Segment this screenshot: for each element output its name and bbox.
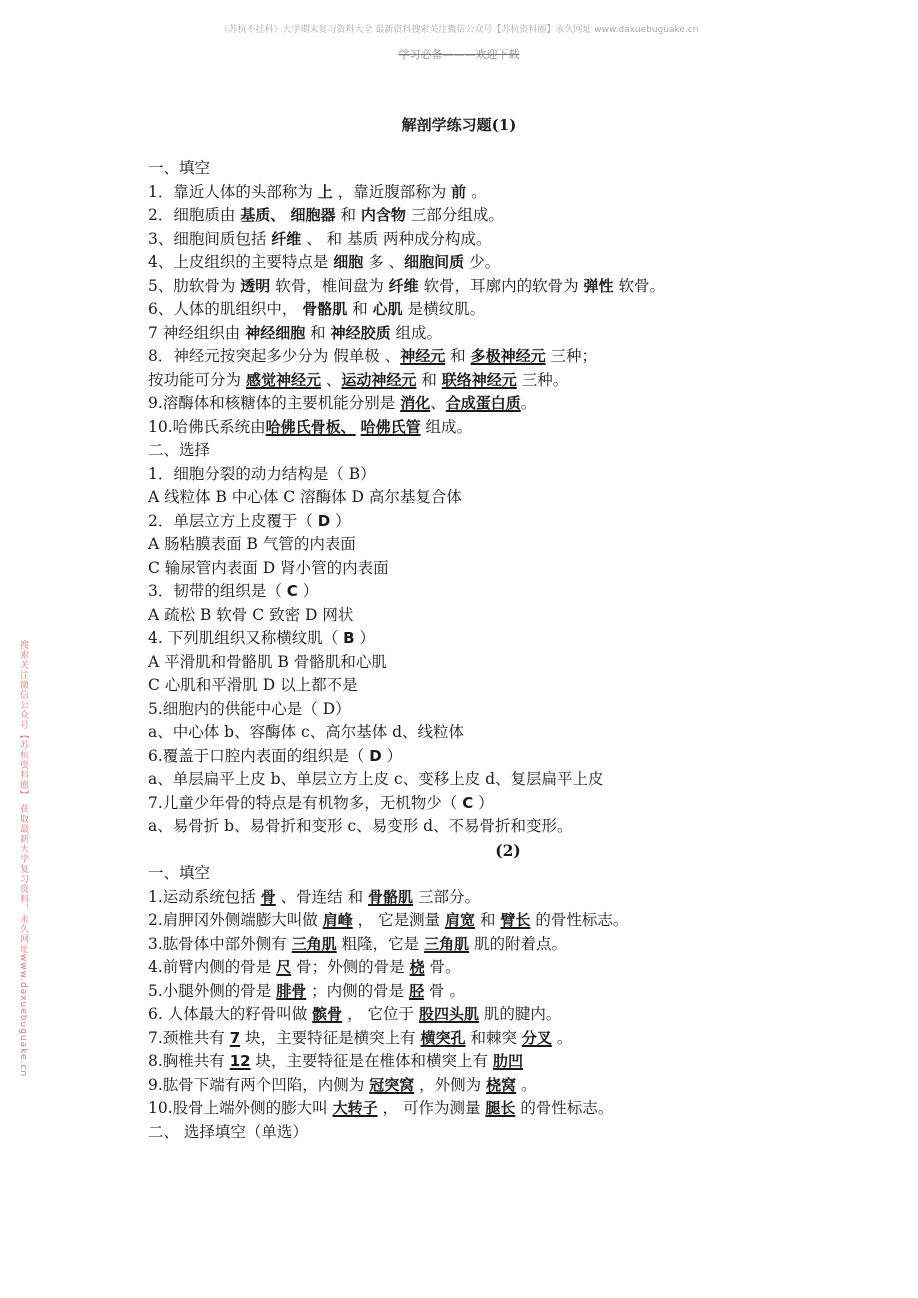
question-text: 三部分组成。 [405,206,504,224]
exercise-line [148,1097,868,1121]
exercise-line [148,745,868,769]
exercise-line [148,181,868,205]
question-text: 骨。 [424,958,461,976]
exercise-line [148,533,868,557]
answer-text: 心肌 [372,300,403,318]
answer-text: 腿长 [485,1099,516,1117]
question-text: 7.颈椎共有 [148,1028,230,1047]
exercise-line [148,698,868,722]
question-text: 、 和 基质 两种成分构成。 [301,229,492,248]
answer-text: 桡窝 [486,1075,517,1094]
question-text: 6. 人体最大的籽骨叫做 [148,1005,313,1023]
question-text: 和 [347,300,373,318]
question-text: ，外侧为 [414,1075,487,1094]
question-text: (2) [495,840,521,860]
exercise-line [148,792,868,816]
question-text: 软骨，椎间盘为 [270,276,389,295]
question-text: ， 它位于 [342,1005,419,1023]
exercise-line [148,768,868,792]
question-text: ） [297,582,319,600]
exercise-line [148,909,868,933]
answer-text: 联络神经元 [441,370,517,389]
answer-text: 横突孔 [420,1028,466,1047]
question-text: ） [354,629,376,647]
exercise-line [148,627,868,651]
answer-text: 合成蛋白质 [445,394,521,412]
exercise-line [148,956,868,980]
question-text: 块，主要特征是横突上有 [240,1028,421,1047]
exercise-line [148,439,868,463]
question-text: C 输尿管内表面 D 肾小管的内表面 [148,558,389,577]
question-text: ） [330,511,351,530]
answer-text: 神经细胞 [245,323,306,342]
answer-text: C [286,582,298,600]
question-text: A 疏松 B 软骨 C 致密 D 网状 [148,605,354,624]
answer-text: 骨骼肌 [302,300,348,318]
exercise-line [148,1003,868,1027]
answer-text: 肩峰 [322,911,353,929]
question-text: 3．韧带的组织是（ [148,582,287,600]
exercise-line [148,463,868,487]
question-text: 三部分。 [413,887,480,906]
answer-text: 内含物 [360,206,406,224]
question-text: a、易骨折 b、易骨折和变形 c、易变形 d、不易骨折和变形。 [148,817,573,835]
document-title: 解剖学练习题(1) [401,116,517,134]
question-text: 按功能可分为 [148,370,246,389]
question-text: 6、人体的肌组织中， [148,300,303,318]
exercise-line [148,228,868,252]
page-header-subtitle [0,46,918,62]
answer-text: D [369,746,382,765]
answer-text: 胫 [409,981,425,1000]
question-text: 是横纹肌。 [402,300,486,318]
exercise-content [148,157,868,1144]
question-text: 二、 选择填空（单选） [148,1122,308,1141]
question-text: 的骨性标志。 [515,1099,614,1117]
answer-text: 基质、 细胞器 [240,206,336,224]
question-text: ， 可作为测量 [377,1099,486,1117]
question-text: a、单层扁平上皮 b、单层立方上皮 c、变移上皮 d、复层扁平上皮 [148,770,604,788]
question-text: 10.哈佛氏系统由 [148,417,266,436]
question-text: 。 [520,394,537,412]
answer-text: 12 [229,1052,251,1070]
question-text: 软骨。 [613,276,665,295]
answer-text: 神经胶质 [330,323,391,342]
exercise-line [148,486,868,510]
answer-text: 三角肌 [291,934,337,953]
question-text: 4. 下列肌组织又称横纹肌（ [148,629,344,647]
exercise-line [148,1027,868,1051]
question-text: ；内侧的骨是 [306,981,410,1000]
exercise-line [148,980,868,1004]
question-text: 和 [305,323,331,342]
question-text: 、骨连结 和 [275,887,369,906]
question-text: 和棘突 [465,1028,522,1047]
answer-text: 消化 [400,394,431,412]
answer-text: 前 [451,182,467,201]
exercise-line [148,604,868,628]
exercise-line [148,580,868,604]
question-text: 10.股骨上端外侧的膨大叫 [148,1099,333,1117]
answer-text: 臂长 [500,911,531,929]
exercise-line [148,862,868,886]
answer-text: 细胞 [333,253,364,271]
question-text: 骨；外侧的骨是 [291,958,410,976]
exercise-line [148,392,868,416]
answer-text: 纤维 [388,276,419,295]
question-text: 一、填空 [148,159,211,177]
answer-text: D [317,511,331,530]
question-text: 粗隆，它是 [336,934,425,953]
answer-text: 股四头肌 [418,1005,479,1023]
question-text: 4.前臂内侧的骨是 [148,958,277,976]
exercise-line [148,651,868,675]
question-text: 和 [335,206,361,224]
answer-text: 肩宽 [445,911,476,929]
exercise-line [148,815,868,839]
exercise-line [148,345,868,369]
question-text: 1．靠近人体的头部称为 [148,182,318,201]
question-text: 。 [551,1028,573,1047]
question-text: 组成。 [420,417,473,436]
question-text: 、 [430,394,446,412]
question-text: 9.肱骨下端有两个凹陷，内侧为 [148,1075,370,1094]
answer-text: 大转子 [332,1099,378,1117]
question-text: 肌的附着点。 [469,934,568,953]
exercise-line [148,251,868,275]
page-header-notice: 《苏杭不挂科》大学期末复习资料大全 最新资料搜索关注微信公众号【苏杭资料圈】永久网址 www.daxuebuguake.cn [219,25,699,35]
answer-text: 7 [229,1028,241,1047]
exercise-line [148,275,868,299]
question-text: 三种。 [516,370,569,389]
answer-text: 弹性 [583,276,614,295]
question-text: 多 、 [363,253,405,271]
exercise-line [148,416,868,440]
exercise-line [148,1121,868,1145]
answer-text: 腓骨 [276,981,307,1000]
question-text: 5、肋软骨为 [148,276,241,295]
question-text: 1.运动系统包括 [148,887,261,906]
question-text: 2.肩胛冈外侧端膨大叫做 [148,911,323,929]
question-text: A 线粒体 B 中心体 C 溶酶体 D 高尔基复合体 [148,488,462,506]
answer-text: C [462,793,474,812]
answer-text: 上 [317,182,333,201]
exercise-line [148,510,868,534]
question-text: ，靠近腹部称为 [332,182,452,201]
exercise-line [148,322,868,346]
answer-text: 感觉神经元 [245,370,321,389]
question-text: 肌的腱内。 [478,1005,562,1023]
exercise-line [148,1074,868,1098]
answer-text: 骨 [260,887,276,906]
question-text: 5.细胞内的供能中心是（ D） [148,699,351,718]
question-text: A 平滑肌和骨骼肌 B 骨骼肌和心肌 [148,652,387,671]
question-text: 2．细胞质由 [148,206,241,224]
question-text: 7 神经组织由 [148,323,246,342]
question-text: 7.儿童少年骨的特点是有机物多，无机物少（ [148,793,463,812]
question-text: 5.小腿外侧的骨是 [148,981,277,1000]
answer-text: 透明 [240,276,271,295]
question-text: 1．细胞分裂的动力结构是（ B） [148,464,376,483]
question-text: 和 [445,347,471,365]
question-text: A 肠粘膜表面 B 气管的内表面 [148,535,356,553]
question-text: 4、上皮组织的主要特点是 [148,253,334,271]
answer-text: 肋凹 [492,1052,523,1070]
question-text: 6.覆盖于口腔内表面的组织是（ [148,746,370,765]
answer-text: 桡 [409,958,425,976]
question-text: 三种； [545,347,598,365]
answer-text: 哈佛氏骨板、 [265,417,356,436]
side-watermark: 搜索关注微信公众号【苏杭资料圈】 获取最新大学复习资料，永久网址www.daxuebuguake.cn [18,640,28,1078]
question-text: C 心肌和平滑肌 D 以上都不是 [148,676,358,694]
answer-text: 三角肌 [424,934,470,953]
answer-text: 分叉 [521,1028,552,1047]
question-text: 2．单层立方上皮覆于（ [148,511,318,530]
question-text: 一、填空 [148,864,211,882]
question-text: 少。 [464,253,501,271]
question-text: 3、细胞间质包括 [148,229,272,248]
question-text: ） [381,746,403,765]
answer-text: 哈佛氏管 [360,417,421,436]
exercise-line [148,674,868,698]
answer-text: 髌骨 [312,1005,343,1023]
answer-text: 骨骼肌 [368,887,414,906]
question-text: 组成。 [390,323,443,342]
answer-text: 细胞间质 [404,253,465,271]
question-text: 的骨性标志。 [530,911,629,929]
exercise-line [148,721,868,745]
subtitle-text: 学习必备———欢迎下载 [398,48,520,61]
exercise-line [148,557,868,581]
question-text: 8.胸椎共有 [148,1052,230,1070]
answer-text: 多极神经元 [470,347,546,365]
exercise-line [148,886,868,910]
question-text: 块，主要特征是在椎体和横突上有 [250,1052,493,1070]
exercise-line [148,204,868,228]
question-text: 、 [320,370,342,389]
answer-text: 运动神经元 [341,370,417,389]
question-text: 软骨，耳廓内的软骨为 [418,276,584,295]
question-text: 。 [466,182,487,201]
question-text: 和 [475,911,501,929]
answer-text: 纤维 [271,229,302,248]
answer-text: 冠突窝 [369,1075,415,1094]
question-text: 。 [516,1075,537,1094]
answer-text: 神经元 [400,347,446,365]
question-text: 二、选择 [148,441,211,459]
question-text: 8．神经元按突起多少分为 假单极 、 [148,347,401,365]
question-text: 9.溶酶体和核糖体的主要机能分别是 [148,394,401,412]
exercise-line [148,369,868,393]
question-text: 骨 。 [424,981,465,1000]
answer-text: 尺 [276,958,292,976]
question-text: ， 它是测量 [352,911,446,929]
question-text: ） [473,793,494,812]
exercise-line [148,157,868,181]
question-text: 3.肱骨体中部外侧有 [148,934,292,953]
exercise-line [148,1050,868,1074]
question-text: 和 [416,370,442,389]
exercise-line [148,298,868,322]
exercise-line [148,839,868,863]
question-text: a、中心体 b、容酶体 c、高尔基体 d、线粒体 [148,723,465,741]
exercise-line [148,933,868,957]
answer-text: B [343,629,355,647]
